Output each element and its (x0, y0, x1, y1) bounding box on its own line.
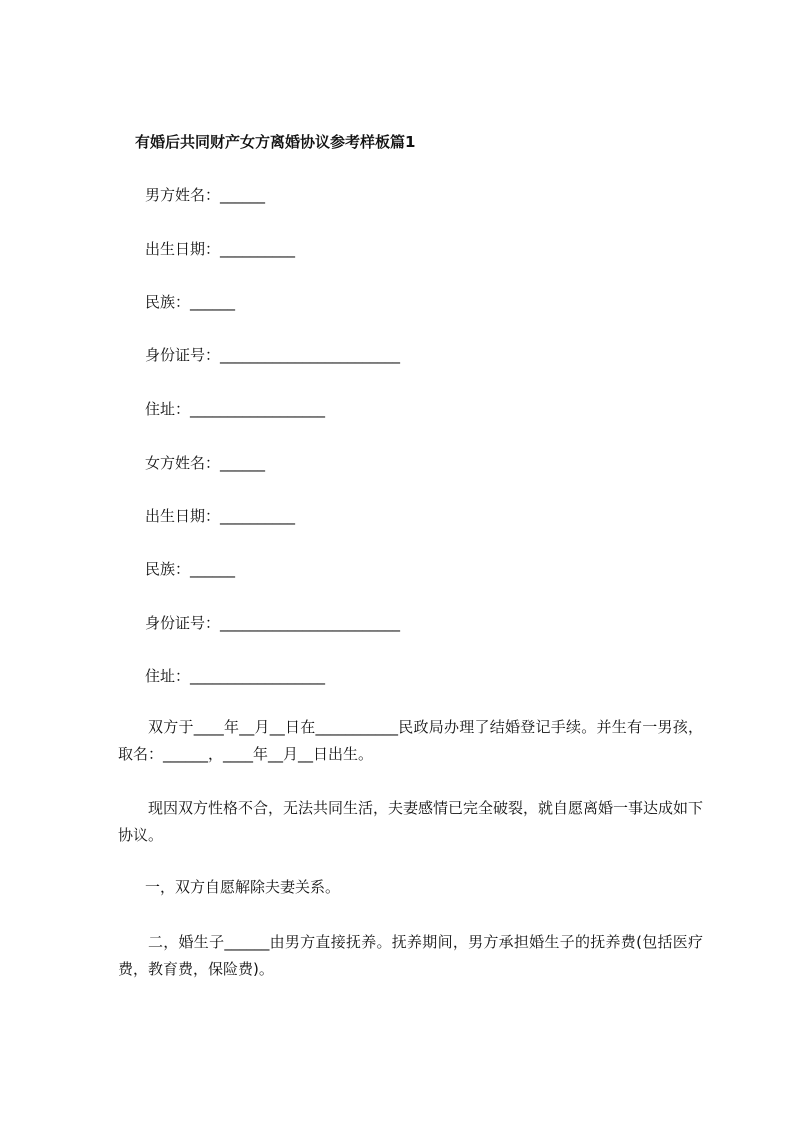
male-ethnicity-field: 民族：______ (145, 293, 236, 311)
reason-paragraph: 现因双方性格不合，无法共同生活，夫妻感情已完全破裂，就自愿离婚一事达成如下协议。 (118, 799, 704, 844)
male-name-field: 男方姓名：______ (145, 186, 266, 204)
male-birthdate-field: 出生日期：__________ (145, 240, 296, 258)
male-address-field: 住址：__________________ (145, 400, 326, 418)
clause-one: 一，双方自愿解除夫妻关系。 (145, 878, 341, 896)
female-id-number-field: 身份证号：________________________ (145, 614, 401, 632)
female-address-field: 住址：__________________ (145, 667, 326, 685)
female-ethnicity-field: 民族：______ (145, 560, 236, 578)
female-birthdate-field: 出生日期：__________ (145, 507, 296, 525)
female-name-field: 女方姓名：______ (145, 454, 266, 472)
clause-two: 二，婚生子______由男方直接抚养。抚养期间，男方承担婚生子的抚养费(包括医疗费，教育费，保险费)。 (118, 933, 703, 978)
marriage-info-paragraph: 双方于____年__月__日在___________民政局办理了结婚登记手续。并生有一男孩，取名：______，____年__月__日出生。 (118, 718, 703, 763)
document-title: 有婚后共同财产女方离婚协议参考样板篇1 (135, 133, 416, 151)
male-id-number-field: 身份证号：________________________ (145, 346, 401, 364)
